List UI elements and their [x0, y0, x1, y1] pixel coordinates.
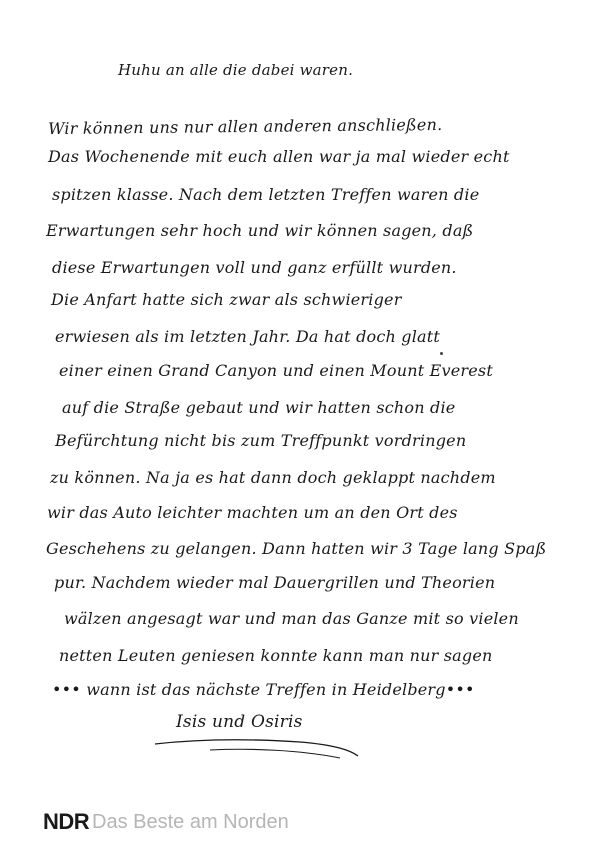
letter-line: Befürchtung nicht bis zum Treffpunkt vordringen — [55, 431, 467, 450]
letter-closing-line: ••• wann ist das nächste Treffen in Heidelberg••• — [52, 680, 475, 699]
letter-line: spitzen klasse. Nach dem letzten Treffen waren die — [52, 185, 480, 204]
paper-speck — [440, 352, 443, 355]
letter-greeting: Huhu an alle die dabei waren. — [118, 61, 354, 79]
letter-line: einer einen Grand Canyon und einen Mount Everest — [59, 361, 493, 380]
letter-line: Das Wochenende mit euch allen war ja mal wieder echt — [48, 147, 510, 166]
letter-line: Wir können uns nur allen anderen anschließen. — [47, 114, 443, 139]
letter-line: pur. Nachdem wieder mal Dauergrillen und Theorien — [54, 573, 496, 592]
letter-line: diese Erwartungen voll und ganz erfüllt wurden. — [52, 258, 457, 277]
ndr-slogan: Das Beste am Norden — [92, 811, 289, 833]
letter-line: Geschehens zu gelangen. Dann hatten wir 3 Tage lang Spaß — [46, 539, 547, 558]
letter-line: netten Leuten geniesen konnte kann man nur sagen — [59, 646, 493, 665]
letter-signature: Isis und Osiris — [176, 712, 303, 732]
letter-line: Die Anfart hatte sich zwar als schwieriger — [51, 290, 402, 309]
letter-line: zu können. Na ja es hat dann doch geklappt nachdem — [50, 468, 496, 487]
letter-line: wir das Auto leichter machten um an den Ort des — [47, 503, 458, 522]
letter-line: auf die Straße gebaut und wir hatten schon die — [62, 398, 456, 417]
ndr-logo: NDR — [43, 809, 90, 834]
letter-line: wälzen angesagt war und man das Ganze mit so vielen — [64, 609, 519, 628]
letter-line: Erwartungen sehr hoch und wir können sagen, daß — [46, 221, 474, 240]
letter-line: erwiesen als im letzten Jahr. Da hat doch glatt — [55, 327, 441, 346]
signature-flourish — [150, 732, 365, 762]
